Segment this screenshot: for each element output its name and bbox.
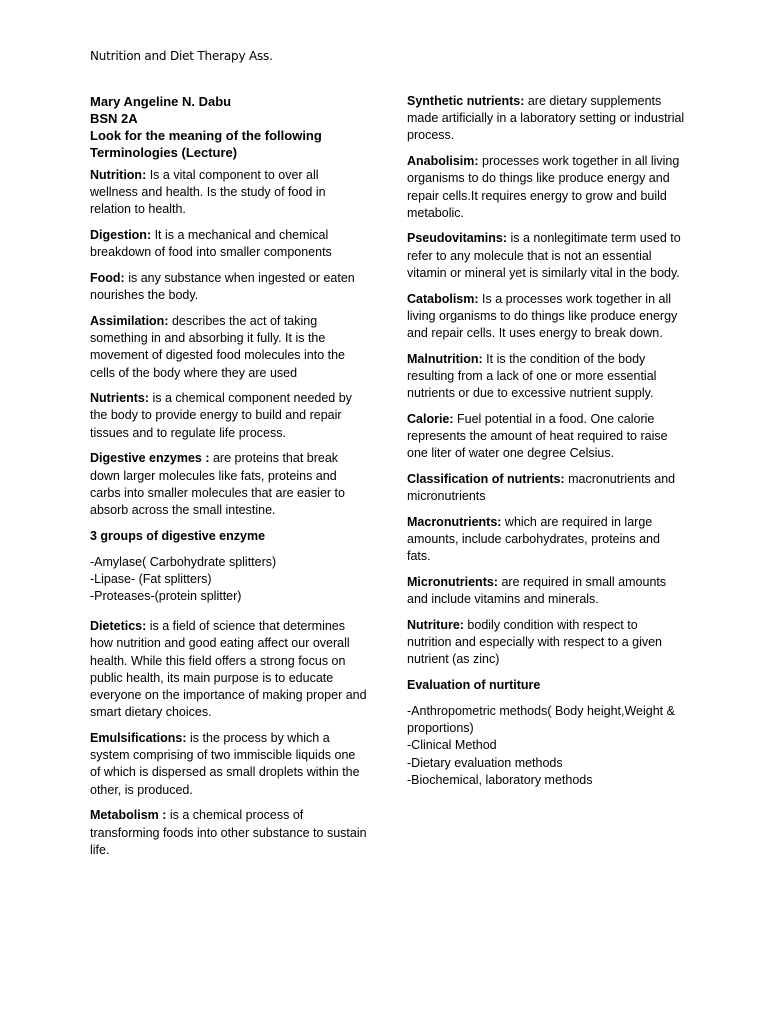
definition-text: macronutrients and micronutrients <box>407 471 676 504</box>
definition-term: Malnutrition: <box>407 351 483 366</box>
definition-entry <box>90 313 368 382</box>
definition-entry <box>407 351 685 403</box>
left-column <box>90 93 368 867</box>
definition-text: bodily condition with respect to nutrition and especially with respect to a given nutrient (as zinc) <box>407 617 663 667</box>
definition-text: is a chemical component needed by the body to provide energy to build and repair tissues and to regulate life process. <box>90 391 352 440</box>
definition-text: are proteins that break down larger molecules like fats, proteins and carbs into smaller molecules that are easier to absorb across the small intestine. <box>90 451 345 517</box>
definition-text: is any substance when ingested or eaten nourishes the body. <box>90 271 355 303</box>
enzyme-groups-title: 3 groups of digestive enzyme <box>90 528 266 543</box>
definition-entry <box>407 617 685 669</box>
definition-text: is a chemical process of transforming foods into other substance to sustain life. <box>90 808 367 857</box>
definition-text: Is a vital component to over all wellness and health. Is the study of food in relation to health. <box>90 168 326 217</box>
right-column <box>407 93 685 802</box>
list-item: -Dietary evaluation methods <box>407 755 563 770</box>
definition-entry <box>90 167 368 219</box>
assignment-instruction: Look for the meaning of the following Terminologies (Lecture) <box>90 128 322 160</box>
definition-text: is the process by which a system comprising of two immiscible liquids one of which is dispersed as small droplets within the other, is produced. <box>90 730 360 797</box>
definition-entry <box>407 93 685 145</box>
definition-list <box>90 618 368 859</box>
definition-text: It is the condition of the body resulting from a lack of one or more essential nutrients or due to excessive nutrient supply. <box>407 351 657 401</box>
definition-term: Nutrition: <box>90 168 147 182</box>
definition-term: Classification of nutrients: <box>407 471 565 486</box>
definition-term: Dietetics: <box>90 619 147 634</box>
definition-term: Macronutrients: <box>407 514 502 529</box>
definition-text: is a field of science that determines how nutrition and good eating affect our overall health. While this field offers a strong focus on public health, its main purpose is to educate everyone on the importance of making proper and smart dietary choices. <box>90 619 367 720</box>
definition-text: It is a mechanical and chemical breakdown of food into smaller components <box>90 228 332 260</box>
definition-term: Calorie: <box>407 411 454 426</box>
definition-entry <box>407 574 685 608</box>
definition-entry <box>90 270 368 304</box>
list-item: -Clinical Method <box>407 738 497 753</box>
author-name: Mary Angeline N. Dabu <box>90 94 232 109</box>
definition-list <box>90 167 368 519</box>
definition-text: Fuel potential in a food. One calorie represents the amount of heat required to raise one liter of water one degree Celsius. <box>407 411 668 461</box>
definition-term: Anabolisim: <box>407 154 479 169</box>
evaluation-methods-list <box>407 703 685 789</box>
definition-term: Food: <box>90 271 125 286</box>
definition-text: is a nonlegitimate term used to refer to any molecule that is not an essential vitamin or mineral yet is similarly vital in the body. <box>407 231 681 280</box>
definition-entry <box>407 471 685 505</box>
document-header: Nutrition and Diet Therapy Ass. <box>90 49 273 63</box>
definition-term: Assimilation: <box>90 313 169 328</box>
definition-term: Synthetic nutrients: <box>407 94 525 108</box>
author-block <box>90 93 368 161</box>
definition-term: Digestion: <box>90 228 152 243</box>
definition-entry <box>90 618 368 721</box>
definition-text: which are required in large amounts, include carbohydrates, proteins and fats. <box>407 514 660 564</box>
list-item: -Proteases-(protein splitter) <box>90 589 242 604</box>
definition-entry <box>90 227 368 261</box>
definition-term: Metabolism : <box>90 808 167 823</box>
definition-entry <box>90 390 368 442</box>
definition-text: are required in small amounts and include vitamins and minerals. <box>407 574 667 607</box>
definition-entry <box>407 514 685 566</box>
author-section: BSN 2A <box>90 111 138 126</box>
definition-term: Emulsifications: <box>90 730 187 745</box>
definition-term: Digestive enzymes : <box>90 451 210 466</box>
definition-term: Catabolism: <box>407 291 479 306</box>
definition-entry <box>90 730 368 799</box>
definition-term: Nutrients: <box>90 391 150 406</box>
list-item: -Biochemical, laboratory methods <box>407 772 593 787</box>
list-item: -Anthropometric methods( Body height,Weight & proportions) <box>407 703 679 736</box>
enzyme-groups-list <box>90 554 368 606</box>
evaluation-title: Evaluation of nurtiture <box>407 677 541 692</box>
definition-text: processes work together in all living organisms to do things like produce energy and repair cells.It requires energy to grow and build metabolic. <box>407 154 680 220</box>
definition-entry <box>407 153 685 222</box>
definition-entry <box>90 450 368 519</box>
definition-term: Pseudovitamins: <box>407 231 508 246</box>
list-item: -Lipase- (Fat splitters) <box>90 571 212 586</box>
definition-entry <box>407 411 685 463</box>
list-item: -Amylase( Carbohydrate splitters) <box>90 554 277 569</box>
definition-term: Micronutrients: <box>407 574 498 589</box>
definition-entry <box>90 807 368 859</box>
definition-text: are dietary supplements made artificially in a laboratory setting or industrial process. <box>407 94 685 143</box>
definition-text: Is a processes work together in all living organisms to do things like produce energy and repair cells. It uses energy to break down. <box>407 291 678 340</box>
definition-entry <box>407 230 685 282</box>
definition-entry <box>407 291 685 343</box>
definition-term: Nutriture: <box>407 617 464 632</box>
definition-text: describes the act of taking something in and absorbing it fully. It is the movement of digested food molecules into the cells of the body where they are used <box>90 313 346 380</box>
definition-list <box>407 93 685 668</box>
